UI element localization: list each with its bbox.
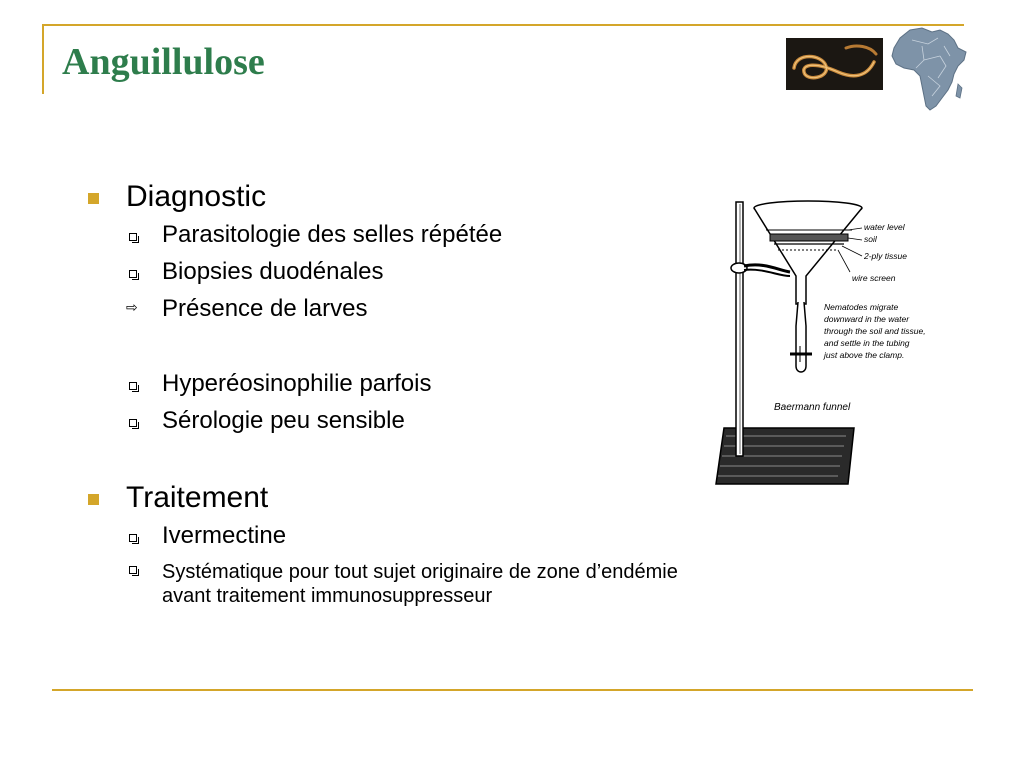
note-line: downward in the water <box>824 314 910 324</box>
list-item-text: Ivermectine <box>162 522 287 549</box>
hollow-square-bullet-icon <box>129 534 137 542</box>
list-item-text: Présence de larves <box>162 295 368 322</box>
label-wire-screen: wire screen <box>852 273 896 283</box>
list-item-text: Sérologie peu sensible <box>162 407 405 434</box>
list-item-text: Parasitologie des selles répétée <box>162 221 503 248</box>
note-line: and settle in the tubing <box>824 338 910 348</box>
label-water-level: water level <box>864 222 905 232</box>
hollow-square-bullet-icon <box>129 419 137 427</box>
label-soil: soil <box>864 234 877 244</box>
slide-body <box>86 178 776 608</box>
gold-square-bullet-icon <box>88 494 99 505</box>
hollow-square-bullet-icon <box>129 566 137 574</box>
outline-arrow-bullet-icon: ⇨ <box>126 300 138 316</box>
list-item-text: Biopsies duodénales <box>162 258 384 285</box>
gold-square-bullet-icon <box>88 193 99 204</box>
list-item <box>86 365 776 402</box>
list-item <box>86 517 776 554</box>
label-tissue: 2-ply tissue <box>864 251 907 261</box>
title-accent-line-vertical <box>42 24 44 94</box>
baermann-funnel-diagram <box>712 196 962 488</box>
diagram-caption: Baermann funnel <box>774 402 851 413</box>
list-item <box>86 253 776 290</box>
list-item <box>86 216 776 253</box>
title-accent-line-horizontal <box>42 24 964 26</box>
section-heading-traitement <box>86 479 776 517</box>
section-heading-diagnostic <box>86 178 776 216</box>
hollow-square-bullet-icon <box>129 270 137 278</box>
list-item-text-line2: avant traitement immunosuppresseur <box>162 585 493 607</box>
hollow-square-bullet-icon <box>129 382 137 390</box>
worm-photo <box>786 38 883 90</box>
africa-map <box>888 26 968 112</box>
section-heading-text: Traitement <box>126 481 269 514</box>
list-item <box>86 290 776 327</box>
list-item-text: Hyperéosinophilie parfois <box>162 370 432 397</box>
hollow-square-bullet-icon <box>129 233 137 241</box>
slide-title: Anguillulose <box>62 41 265 83</box>
list-item-text-line1: Systématique pour tout sujet originaire de zone d’endémie <box>162 561 678 583</box>
list-item <box>86 554 776 608</box>
list-item <box>86 402 776 439</box>
note-line: Nematodes migrate <box>824 302 899 312</box>
note-line: just above the clamp. <box>824 350 905 360</box>
footer-accent-line <box>52 689 973 691</box>
section-heading-text: Diagnostic <box>126 180 267 213</box>
note-line: through the soil and tissue, <box>824 326 926 336</box>
